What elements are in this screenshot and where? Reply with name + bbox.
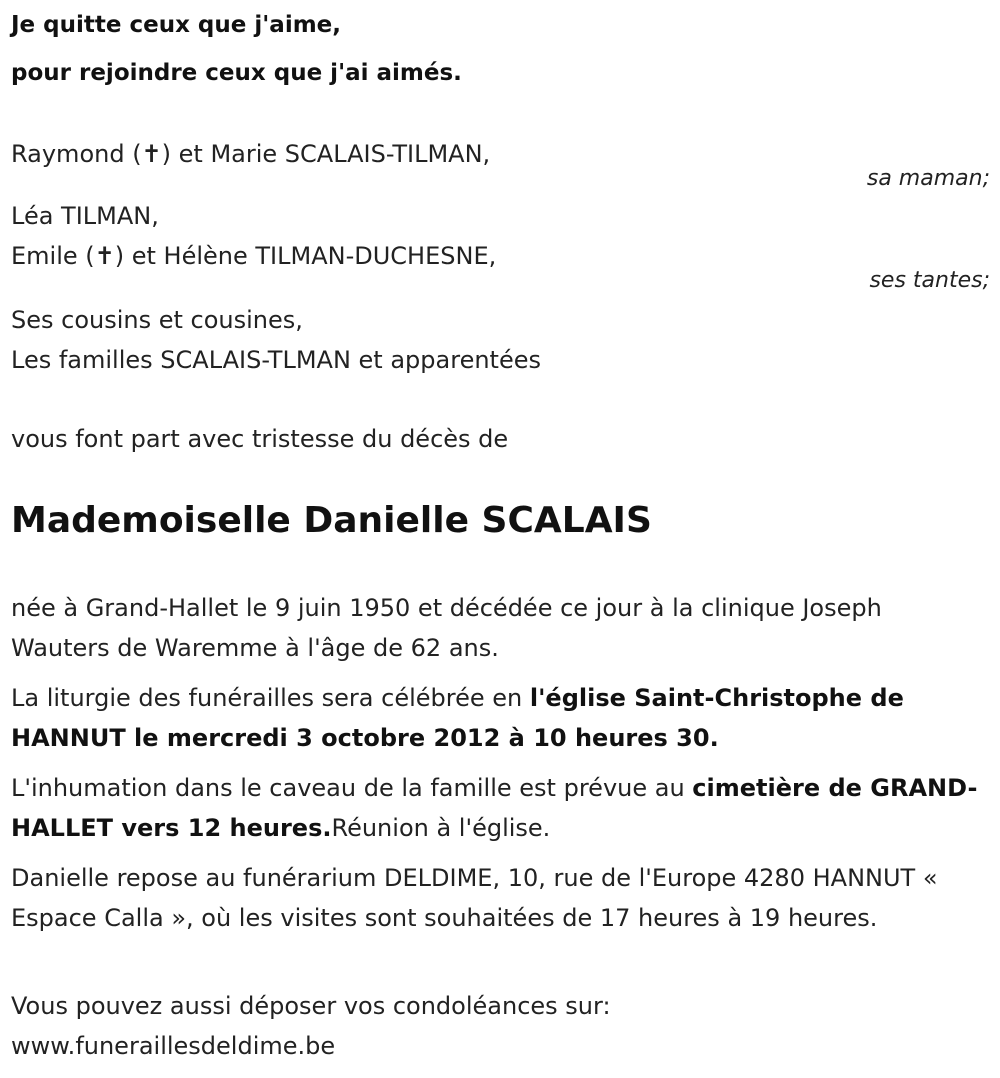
family-cousins: Ses cousins et cousines, xyxy=(11,306,303,334)
family-parents-role: sa maman; xyxy=(866,166,990,191)
family-aunts-role: ses tantes; xyxy=(869,268,990,293)
repose-paragraph: Danielle repose au funérarium DELDIME, 10, rue de l'Europe 4280 HANNUT « Espace Calla », où les visites sont souhaitées de 17 heures à 19 heures. xyxy=(11,864,938,932)
deceased-name: Mademoiselle Danielle SCALAIS xyxy=(11,500,652,541)
family-aunt-1: Léa TILMAN, xyxy=(11,202,159,230)
announcement-text: vous font part avec tristesse du décès de xyxy=(11,425,509,453)
burial-intro: L'inhumation dans le caveau de la famille est prévue au xyxy=(11,774,693,802)
burial-after: Réunion à l'église. xyxy=(331,814,551,842)
condolences-text: Vous pouvez aussi déposer vos condoléances sur: xyxy=(11,992,611,1020)
family-families: Les familles SCALAIS-TLMAN et apparentées xyxy=(11,346,541,374)
family-aunt-2: Emile (✝) et Hélène TILMAN-DUCHESNE, xyxy=(11,242,497,270)
burial-paragraph xyxy=(11,768,986,848)
family-parents: Raymond (✝) et Marie SCALAIS-TILMAN, xyxy=(11,140,491,168)
epigraph-line-1: Je quitte ceux que j'aime, xyxy=(11,12,342,38)
liturgy-details: l'église Saint-Christophe de HANNUT le mercredi 3 octobre 2012 à 10 heures 30. xyxy=(11,684,904,752)
condolences-link[interactable]: www.funeraillesdeldime.be xyxy=(11,1032,336,1060)
birth-death-paragraph: née à Grand-Hallet le 9 juin 1950 et décédée ce jour à la clinique Joseph Wauters de Waremme à l'âge de 62 ans. xyxy=(11,594,882,662)
burial-details: cimetière de GRAND-HALLET vers 12 heures. xyxy=(11,774,978,842)
epigraph-line-2: pour rejoindre ceux que j'ai aimés. xyxy=(11,60,462,86)
liturgy-paragraph xyxy=(11,678,986,758)
liturgy-intro: La liturgie des funérailles sera célébrée en xyxy=(11,684,530,712)
